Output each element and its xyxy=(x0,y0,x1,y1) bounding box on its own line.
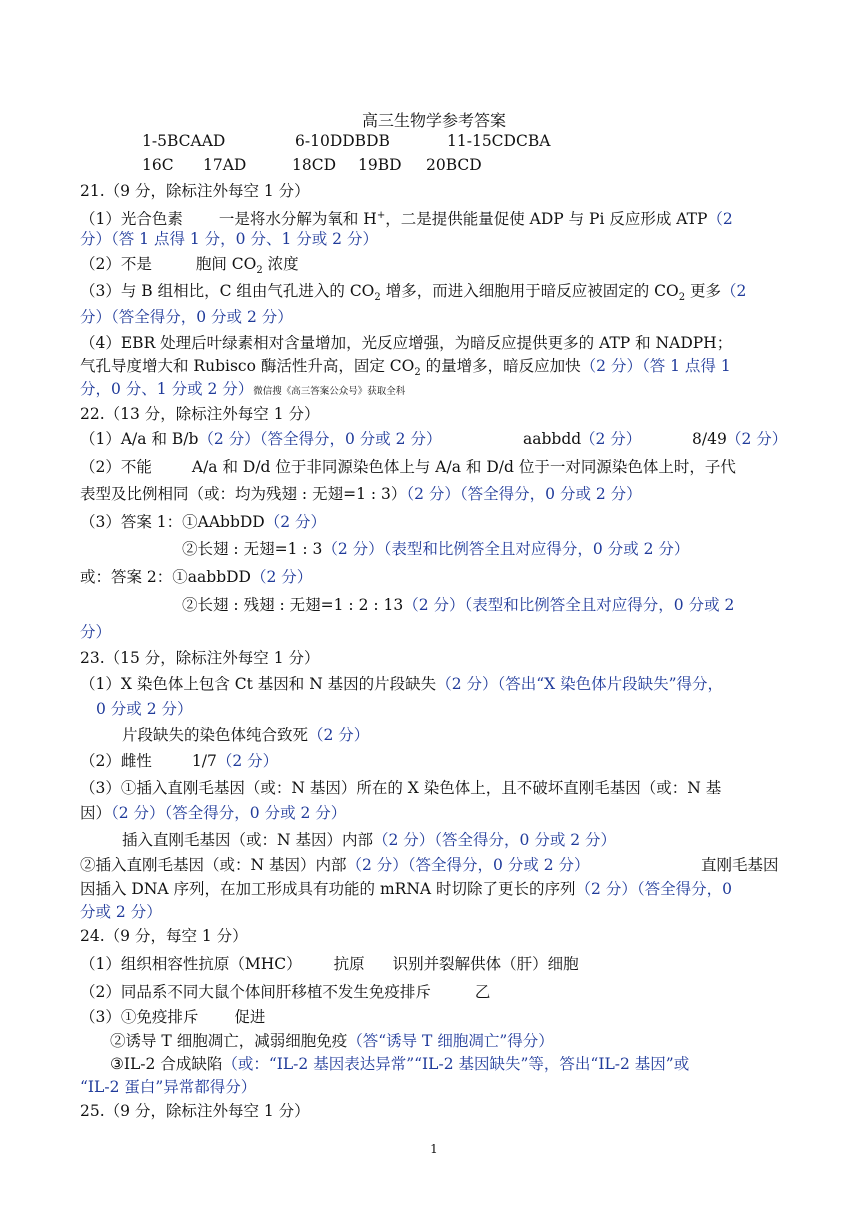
answer-text: 浓度 xyxy=(262,255,299,273)
score-note: （2 分） xyxy=(250,568,313,586)
subscript: 2 xyxy=(678,292,686,304)
score-note: 0 分或 2 分） xyxy=(96,700,193,718)
score-note: （2 分） xyxy=(216,752,279,770)
answer-line xyxy=(80,855,792,875)
answer-text: （3）与 B 组相比，C 组由气孔进入的 CO xyxy=(80,282,375,300)
choice-answer: 17AD xyxy=(203,156,247,174)
answer-text: 识别并裂解供体（肝）细胞 xyxy=(392,955,579,973)
answer-text: （2）不是 xyxy=(80,255,152,273)
score-note: （2 分）（答全得分，0 分或 2 分） xyxy=(406,485,642,503)
question-header: 21.（9 分，除标注外每空 1 分） xyxy=(80,182,310,200)
choice-answer: 16C xyxy=(142,156,174,174)
score-note: 分）（答全得分，0 分或 2 分） xyxy=(80,308,293,326)
score-note: 分，0 分、1 分或 2 分） xyxy=(80,380,254,398)
score-note: （2 xyxy=(707,210,733,229)
page-number: 1 xyxy=(430,1142,438,1156)
answer-text: 的量增多，暗反应加快 xyxy=(420,357,581,375)
score-note: （2 分） xyxy=(580,430,642,448)
answer-text: 因） xyxy=(80,804,112,822)
answer-text: ②长翅 : 残翅 : 无翅=1 : 2 : 13 xyxy=(182,596,404,614)
answer-line xyxy=(110,1031,792,1051)
score-note: （2 分）（答全得分，0 分或 2 分） xyxy=(111,804,347,822)
answer-line xyxy=(80,751,792,771)
answer-line xyxy=(110,1054,792,1074)
answer-text: 表型及比例相同（或：均为残翅 : 无翅=1 : 3） xyxy=(80,485,407,503)
score-note: （2 分） xyxy=(726,430,788,448)
answer-text: 增多，而进入细胞用于暗反应被固定的 CO xyxy=(380,282,679,300)
answer-line xyxy=(80,567,792,587)
answer-text: （2）不能 xyxy=(80,458,152,476)
answer-line xyxy=(80,512,792,532)
answer-line xyxy=(122,725,792,745)
subscript: 2 xyxy=(256,265,263,277)
answer-text: 因插入 DNA 序列，在加工形成具有功能的 mRNA 时切除了更长的序列 xyxy=(80,880,576,898)
answer-text: ②插入直刚毛基因（或：N 基因）内部 xyxy=(80,856,347,874)
answer-text: （2）雌性 xyxy=(80,752,152,770)
answer-text: （3）①免疫排斥 xyxy=(80,1008,199,1026)
score-note: “IL-2 蛋白”异常都得分） xyxy=(80,1078,257,1096)
score-note: 分或 2 分） xyxy=(80,903,162,921)
score-note: （2 xyxy=(721,282,747,300)
score-note: （2 分） xyxy=(264,513,327,531)
question-header: 22.（13 分，除标注外每空 1 分） xyxy=(80,405,320,423)
answer-text: 片段缺失的染色体纯合致死 xyxy=(122,726,309,744)
score-note: （2 分）（答 1 点得 1 xyxy=(580,357,731,375)
answer-text: （4）EBR 处理后叶绿素相对含量增加，光反应增强，为暗反应提供更多的 ATP 和 NADPH； xyxy=(80,334,733,352)
question-header: 23.（15 分，除标注外每空 1 分） xyxy=(80,649,320,667)
subscript: 2 xyxy=(374,292,381,304)
answer-line xyxy=(80,1007,792,1027)
score-note: （2 分）（答全得分，0 xyxy=(575,880,732,898)
answer-text: 1/7 xyxy=(191,752,217,770)
answer-text: A/a 和 D/d 位于非同源染色体上与 A/a 和 D/d 位于一对同源染色体上时，子代 xyxy=(191,458,736,476)
answer-text: 气孔导度增大和 Rubisco 酶活性升高，固定 CO xyxy=(80,357,415,375)
score-note: （2 分）（答全得分，0 分或 2 分） xyxy=(346,856,590,874)
answer-text: 更多 xyxy=(685,282,722,300)
answer-text: （3）①插入直刚毛基因（或：N 基因）所在的 X 染色体上，且不破坏直刚毛基因（或：N 基 xyxy=(80,779,722,797)
answer-text: （1）X 染色体上包含 Ct 基因和 N 基因的片段缺失 xyxy=(80,675,437,693)
score-note: （2 分）（答全得分，0 分或 2 分） xyxy=(198,430,442,448)
question-header: 24.（9 分，每空 1 分） xyxy=(80,927,248,945)
answer-text: ②诱导 T 细胞凋亡，减弱细胞免疫 xyxy=(110,1032,348,1050)
answer-line xyxy=(80,429,792,449)
answer-line xyxy=(80,484,792,504)
score-note: （2 分）（表型和比例答全且对应得分，0 分或 2 分） xyxy=(322,540,690,558)
score-note: （2 分）（表型和比例答全且对应得分，0 分或 2 xyxy=(403,596,735,614)
score-note: （或：“IL-2 基因表达异常”“IL-2 基因缺失”等，答出“IL-2 基因”或 xyxy=(222,1055,690,1073)
question-header: 25.（9 分，除标注外每空 1 分） xyxy=(80,1102,310,1120)
answer-text: ②长翅 : 无翅=1 : 3 xyxy=(182,540,323,558)
answer-text: aabbdd xyxy=(523,430,582,448)
answer-text: 插入直刚毛基因（或：N 基因）内部 xyxy=(122,831,373,849)
answer-text: 促进 xyxy=(234,1008,266,1026)
answer-line xyxy=(182,539,792,559)
choice-answer: 19BD xyxy=(358,156,402,174)
subscript: 2 xyxy=(414,367,421,379)
answer-line xyxy=(80,879,792,899)
answer-line xyxy=(80,457,792,477)
answer-text: （3）答案 1：①AAbbDD xyxy=(80,513,265,531)
page-title: 高三生物学参考答案 xyxy=(361,111,506,130)
answer-line xyxy=(80,674,792,694)
score-note: （2 分）（答出“X 染色体片段缺失”得分， xyxy=(436,675,724,693)
answer-line xyxy=(80,206,792,229)
score-note: （答“诱导 T 细胞凋亡”得分） xyxy=(347,1032,554,1050)
answer-line xyxy=(80,803,792,823)
answer-text: （1）光合色素 xyxy=(80,210,183,229)
answer-text: 胞间 CO xyxy=(195,255,257,273)
choice-answer: 11-15CDCBA xyxy=(447,132,551,150)
answer-text: 抗原 xyxy=(333,955,365,973)
watermark-text: 微信搜《高三答案公众号》获取全科 xyxy=(253,386,406,397)
answer-text: ③IL-2 合成缺陷 xyxy=(110,1055,223,1073)
answer-line xyxy=(80,254,792,281)
score-note: 分）（答 1 点得 1 分，0 分、1 分或 2 分） xyxy=(80,230,378,248)
answer-text: （1）A/a 和 B/b xyxy=(80,430,199,448)
answer-line xyxy=(80,982,792,1002)
score-note: （2 分） xyxy=(308,726,370,744)
choice-answer: 18CD xyxy=(292,156,337,174)
answer-text: 直刚毛基因 xyxy=(701,856,779,874)
answer-line xyxy=(122,830,792,850)
choice-answer: 6-10DDBDB xyxy=(295,132,390,150)
answer-text: （1）组织相容性抗原（MHC） xyxy=(80,955,302,973)
answer-line xyxy=(182,595,792,615)
answer-text: （2）同品系不同大鼠个体间肝移植不发生免疫排斥 xyxy=(80,983,431,1001)
choice-answer: 20BCD xyxy=(426,156,482,174)
score-note: 分） xyxy=(80,623,112,641)
answer-text: 一是将水分解为氧和 H xyxy=(218,210,377,229)
answer-text: 8/49 xyxy=(692,430,727,448)
score-note: （2 分）（答全得分，0 分或 2 分） xyxy=(373,831,617,849)
answer-line xyxy=(80,954,792,974)
answer-text: 乙 xyxy=(474,983,491,1001)
answer-text: 或：答案 2：①aabbDD xyxy=(80,568,251,586)
answer-line xyxy=(80,379,792,402)
superscript: + xyxy=(376,210,386,221)
choice-answer: 1-5BCAAD xyxy=(142,132,226,150)
answer-line xyxy=(80,281,792,308)
answer-text: ，二是提供能量促使 ADP 与 Pi 反应形成 ATP xyxy=(385,210,708,229)
